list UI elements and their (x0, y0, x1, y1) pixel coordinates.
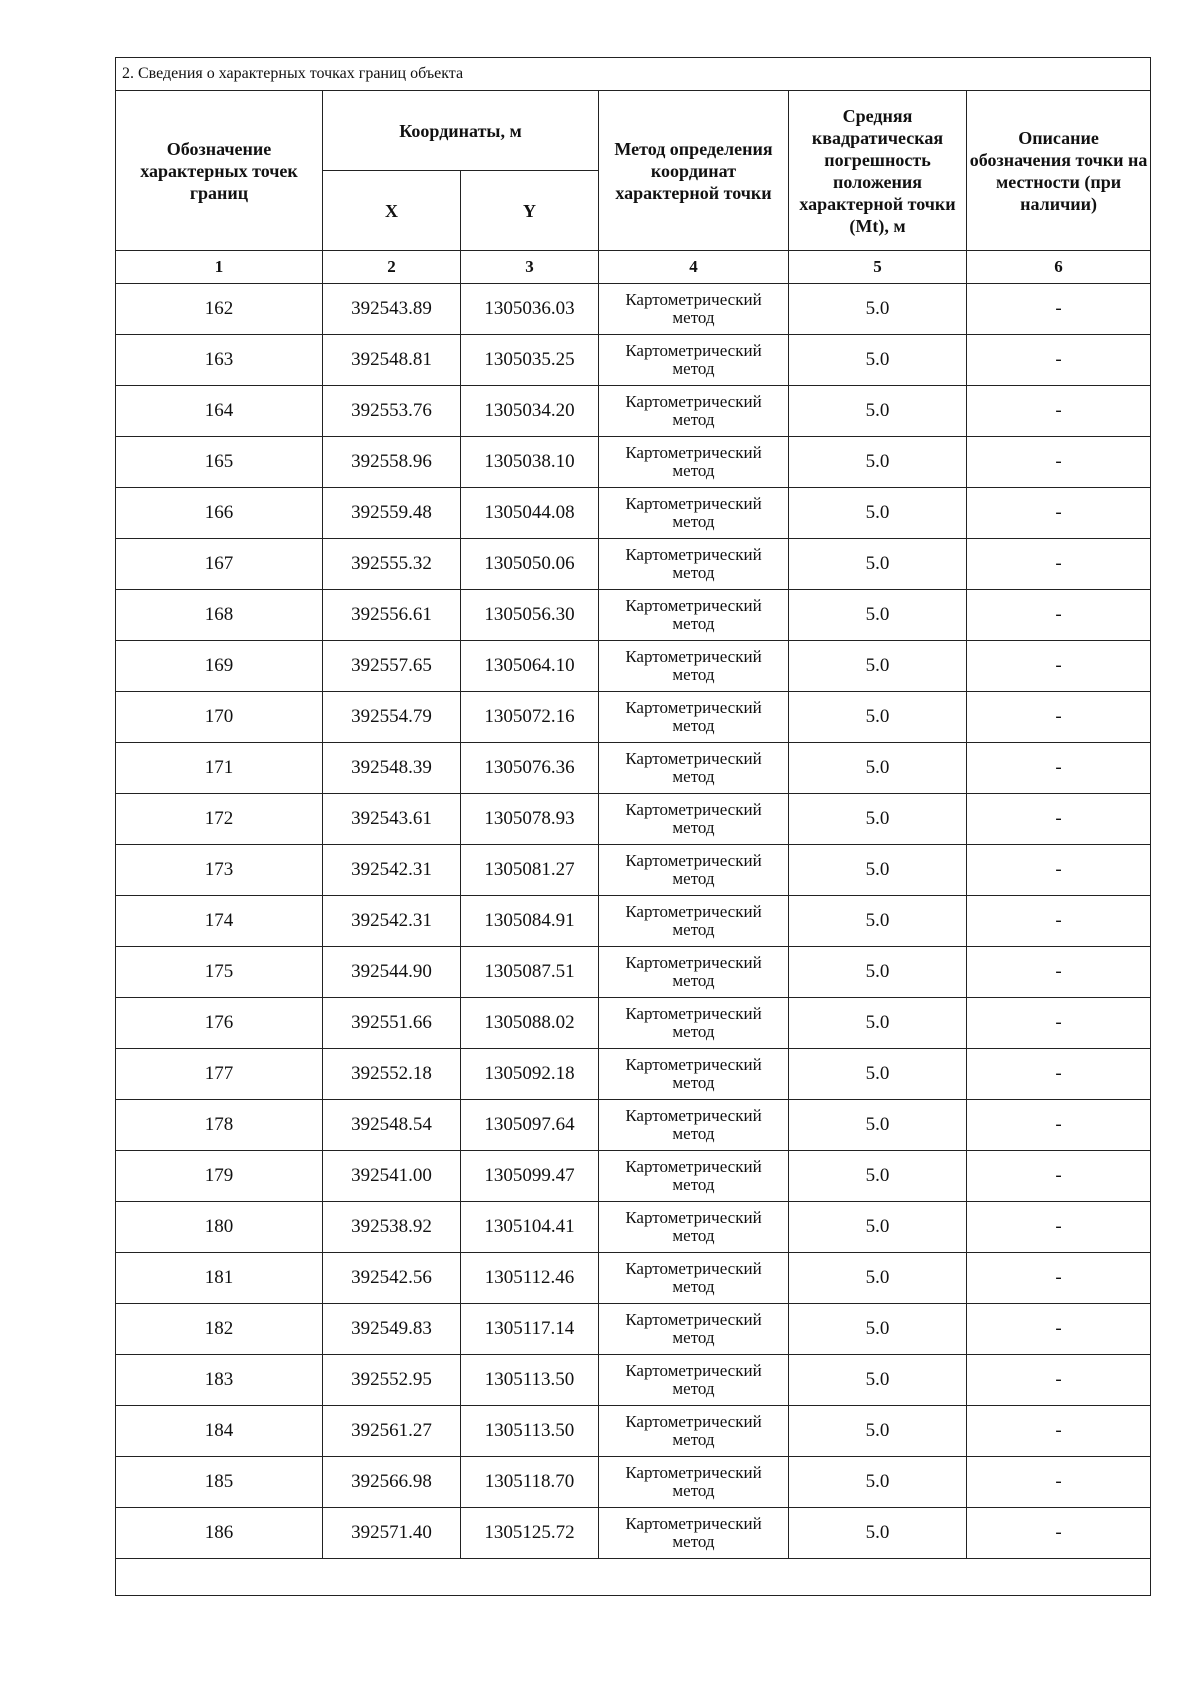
method-line-1: Картометрический (625, 443, 762, 462)
method-cell (599, 1457, 789, 1508)
table-row (116, 539, 1151, 590)
description-cell: - (967, 845, 1151, 896)
x-coordinate-cell: 392543.89 (323, 284, 461, 335)
y-coordinate-cell: 1305117.14 (461, 1304, 599, 1355)
point-number-cell: 164 (116, 386, 323, 437)
x-coordinate-cell: 392557.65 (323, 641, 461, 692)
y-coordinate-cell: 1305044.08 (461, 488, 599, 539)
method-line-2: метод (672, 410, 715, 429)
x-coordinate-cell: 392559.48 (323, 488, 461, 539)
empty-footer-row (116, 1559, 1151, 1596)
method-line-1: Картометрический (625, 1514, 762, 1533)
x-coordinate-cell: 392538.92 (323, 1202, 461, 1253)
mean-square-error-cell: 5.0 (789, 1304, 967, 1355)
empty-cell (116, 1559, 1151, 1596)
header-method: Метод определения координат характерной точки (599, 91, 789, 251)
method-line-1: Картометрический (625, 545, 762, 564)
y-coordinate-cell: 1305035.25 (461, 335, 599, 386)
description-cell: - (967, 335, 1151, 386)
x-coordinate-cell: 392548.39 (323, 743, 461, 794)
method-line-2: метод (672, 1022, 715, 1041)
point-number-cell: 181 (116, 1253, 323, 1304)
description-cell: - (967, 1151, 1151, 1202)
boundary-points-table (115, 57, 1151, 1596)
table-row (116, 845, 1151, 896)
x-coordinate-cell: 392548.54 (323, 1100, 461, 1151)
method-line-1: Картометрический (625, 902, 762, 921)
method-line-1: Картометрический (625, 1412, 762, 1431)
table-row (116, 947, 1151, 998)
method-cell (599, 437, 789, 488)
description-cell: - (967, 1049, 1151, 1100)
mean-square-error-cell: 5.0 (789, 743, 967, 794)
y-coordinate-cell: 1305092.18 (461, 1049, 599, 1100)
method-cell (599, 539, 789, 590)
method-line-2: метод (672, 614, 715, 633)
method-line-1: Картометрический (625, 1055, 762, 1074)
method-cell (599, 845, 789, 896)
y-coordinate-cell: 1305084.91 (461, 896, 599, 947)
table-row (116, 1151, 1151, 1202)
table-body (116, 284, 1151, 1559)
method-cell (599, 335, 789, 386)
header-coordinates: Координаты, м (323, 91, 599, 171)
point-number-cell: 177 (116, 1049, 323, 1100)
method-cell (599, 1355, 789, 1406)
y-coordinate-cell: 1305038.10 (461, 437, 599, 488)
method-line-1: Картометрический (625, 800, 762, 819)
x-coordinate-cell: 392552.18 (323, 1049, 461, 1100)
x-coordinate-cell: 392549.83 (323, 1304, 461, 1355)
column-number: 3 (461, 251, 599, 284)
method-cell (599, 641, 789, 692)
header-point-designation: Обозначение характерных точек границ (116, 91, 323, 251)
method-line-1: Картометрический (625, 953, 762, 972)
mean-square-error-cell: 5.0 (789, 488, 967, 539)
point-number-cell: 169 (116, 641, 323, 692)
method-line-2: метод (672, 665, 715, 684)
method-cell (599, 1049, 789, 1100)
method-line-2: метод (672, 1073, 715, 1092)
method-line-2: метод (672, 716, 715, 735)
table-row (116, 335, 1151, 386)
point-number-cell: 163 (116, 335, 323, 386)
mean-square-error-cell: 5.0 (789, 1202, 967, 1253)
table-row (116, 1253, 1151, 1304)
x-coordinate-cell: 392542.56 (323, 1253, 461, 1304)
header-y: Y (461, 171, 599, 251)
table-row (116, 1457, 1151, 1508)
point-number-cell: 172 (116, 794, 323, 845)
y-coordinate-cell: 1305036.03 (461, 284, 599, 335)
description-cell: - (967, 794, 1151, 845)
table-row (116, 743, 1151, 794)
point-number-cell: 175 (116, 947, 323, 998)
method-line-2: метод (672, 1226, 715, 1245)
method-line-2: метод (672, 512, 715, 531)
mean-square-error-cell: 5.0 (789, 794, 967, 845)
method-line-2: метод (672, 1430, 715, 1449)
header-x: X (323, 171, 461, 251)
method-cell (599, 998, 789, 1049)
point-number-cell: 178 (116, 1100, 323, 1151)
y-coordinate-cell: 1305088.02 (461, 998, 599, 1049)
description-cell: - (967, 590, 1151, 641)
x-coordinate-cell: 392554.79 (323, 692, 461, 743)
point-number-cell: 183 (116, 1355, 323, 1406)
method-cell (599, 488, 789, 539)
y-coordinate-cell: 1305076.36 (461, 743, 599, 794)
method-line-1: Картометрический (625, 647, 762, 666)
method-line-2: метод (672, 1124, 715, 1143)
table-row (116, 1100, 1151, 1151)
y-coordinate-cell: 1305113.50 (461, 1406, 599, 1457)
y-coordinate-cell: 1305056.30 (461, 590, 599, 641)
x-coordinate-cell: 392566.98 (323, 1457, 461, 1508)
mean-square-error-cell: 5.0 (789, 845, 967, 896)
description-cell: - (967, 386, 1151, 437)
description-cell: - (967, 1508, 1151, 1559)
description-cell: - (967, 539, 1151, 590)
method-line-2: метод (672, 920, 715, 939)
method-line-2: метод (672, 971, 715, 990)
method-line-1: Картометрический (625, 1208, 762, 1227)
table-row (116, 284, 1151, 335)
point-number-cell: 168 (116, 590, 323, 641)
method-line-2: метод (672, 1481, 715, 1500)
method-line-1: Картометрический (625, 1361, 762, 1380)
mean-square-error-cell: 5.0 (789, 1406, 967, 1457)
method-line-2: метод (672, 1379, 715, 1398)
method-line-1: Картометрический (625, 290, 762, 309)
x-coordinate-cell: 392542.31 (323, 845, 461, 896)
column-number: 4 (599, 251, 789, 284)
column-number: 6 (967, 251, 1151, 284)
method-line-1: Картометрический (625, 392, 762, 411)
method-cell (599, 1406, 789, 1457)
y-coordinate-cell: 1305078.93 (461, 794, 599, 845)
mean-square-error-cell: 5.0 (789, 386, 967, 437)
mean-square-error-cell: 5.0 (789, 335, 967, 386)
y-coordinate-cell: 1305112.46 (461, 1253, 599, 1304)
table-row (116, 1355, 1151, 1406)
point-number-cell: 174 (116, 896, 323, 947)
mean-square-error-cell: 5.0 (789, 437, 967, 488)
method-cell (599, 284, 789, 335)
point-number-cell: 166 (116, 488, 323, 539)
method-cell (599, 794, 789, 845)
method-line-2: метод (672, 563, 715, 582)
mean-square-error-cell: 5.0 (789, 1100, 967, 1151)
point-number-cell: 184 (116, 1406, 323, 1457)
point-number-cell: 167 (116, 539, 323, 590)
mean-square-error-cell: 5.0 (789, 1355, 967, 1406)
y-coordinate-cell: 1305064.10 (461, 641, 599, 692)
mean-square-error-cell: 5.0 (789, 1457, 967, 1508)
point-number-cell: 185 (116, 1457, 323, 1508)
method-line-1: Картометрический (625, 1004, 762, 1023)
description-cell: - (967, 896, 1151, 947)
document-sheet (115, 57, 1150, 1596)
x-coordinate-cell: 392551.66 (323, 998, 461, 1049)
method-line-1: Картометрический (625, 1106, 762, 1125)
method-cell (599, 1202, 789, 1253)
y-coordinate-cell: 1305081.27 (461, 845, 599, 896)
method-cell (599, 1508, 789, 1559)
method-line-1: Картометрический (625, 749, 762, 768)
method-cell (599, 947, 789, 998)
x-coordinate-cell: 392541.00 (323, 1151, 461, 1202)
x-coordinate-cell: 392555.32 (323, 539, 461, 590)
table-row (116, 437, 1151, 488)
y-coordinate-cell: 1305099.47 (461, 1151, 599, 1202)
table-row (116, 488, 1151, 539)
description-cell: - (967, 692, 1151, 743)
y-coordinate-cell: 1305072.16 (461, 692, 599, 743)
point-number-cell: 176 (116, 998, 323, 1049)
method-line-2: метод (672, 461, 715, 480)
point-number-cell: 165 (116, 437, 323, 488)
point-number-cell: 170 (116, 692, 323, 743)
header-mean-square-error: Средняя квадратическая погрешность положения характерной точки (Mt), м (789, 91, 967, 251)
method-line-1: Картометрический (625, 1463, 762, 1482)
y-coordinate-cell: 1305097.64 (461, 1100, 599, 1151)
table-row (116, 1304, 1151, 1355)
mean-square-error-cell: 5.0 (789, 590, 967, 641)
point-number-cell: 179 (116, 1151, 323, 1202)
column-number: 5 (789, 251, 967, 284)
y-coordinate-cell: 1305087.51 (461, 947, 599, 998)
mean-square-error-cell: 5.0 (789, 1253, 967, 1304)
description-cell: - (967, 1253, 1151, 1304)
table-row (116, 998, 1151, 1049)
method-cell (599, 590, 789, 641)
method-line-1: Картометрический (625, 494, 762, 513)
method-line-2: метод (672, 359, 715, 378)
table-row (116, 590, 1151, 641)
method-line-2: метод (672, 1532, 715, 1551)
y-coordinate-cell: 1305113.50 (461, 1355, 599, 1406)
table-row (116, 641, 1151, 692)
mean-square-error-cell: 5.0 (789, 1049, 967, 1100)
y-coordinate-cell: 1305050.06 (461, 539, 599, 590)
header-description: Описание обозначения точки на местности (при наличии) (967, 91, 1151, 251)
x-coordinate-cell: 392543.61 (323, 794, 461, 845)
method-cell (599, 386, 789, 437)
method-line-1: Картометрический (625, 698, 762, 717)
method-cell (599, 1151, 789, 1202)
x-coordinate-cell: 392556.61 (323, 590, 461, 641)
method-line-2: метод (672, 308, 715, 327)
mean-square-error-cell: 5.0 (789, 284, 967, 335)
column-number: 1 (116, 251, 323, 284)
mean-square-error-cell: 5.0 (789, 692, 967, 743)
method-cell (599, 1100, 789, 1151)
x-coordinate-cell: 392558.96 (323, 437, 461, 488)
column-number-row (116, 251, 1151, 284)
mean-square-error-cell: 5.0 (789, 1508, 967, 1559)
mean-square-error-cell: 5.0 (789, 1151, 967, 1202)
method-line-2: метод (672, 869, 715, 888)
description-cell: - (967, 1100, 1151, 1151)
point-number-cell: 162 (116, 284, 323, 335)
mean-square-error-cell: 5.0 (789, 998, 967, 1049)
section-title: 2. Сведения о характерных точках границ объекта (116, 58, 1151, 91)
x-coordinate-cell: 392553.76 (323, 386, 461, 437)
point-number-cell: 186 (116, 1508, 323, 1559)
table-row (116, 1049, 1151, 1100)
mean-square-error-cell: 5.0 (789, 539, 967, 590)
method-line-2: метод (672, 767, 715, 786)
description-cell: - (967, 1355, 1151, 1406)
y-coordinate-cell: 1305104.41 (461, 1202, 599, 1253)
column-number: 2 (323, 251, 461, 284)
method-line-2: метод (672, 818, 715, 837)
description-cell: - (967, 743, 1151, 794)
description-cell: - (967, 284, 1151, 335)
method-cell (599, 1304, 789, 1355)
description-cell: - (967, 641, 1151, 692)
method-line-1: Картометрический (625, 341, 762, 360)
table-row (116, 896, 1151, 947)
table-row (116, 386, 1151, 437)
table-row (116, 1508, 1151, 1559)
point-number-cell: 180 (116, 1202, 323, 1253)
method-cell (599, 743, 789, 794)
mean-square-error-cell: 5.0 (789, 947, 967, 998)
x-coordinate-cell: 392561.27 (323, 1406, 461, 1457)
point-number-cell: 171 (116, 743, 323, 794)
method-line-1: Картометрический (625, 596, 762, 615)
x-coordinate-cell: 392571.40 (323, 1508, 461, 1559)
x-coordinate-cell: 392542.31 (323, 896, 461, 947)
x-coordinate-cell: 392544.90 (323, 947, 461, 998)
method-line-1: Картометрический (625, 1157, 762, 1176)
description-cell: - (967, 947, 1151, 998)
description-cell: - (967, 437, 1151, 488)
y-coordinate-cell: 1305125.72 (461, 1508, 599, 1559)
method-line-2: метод (672, 1277, 715, 1296)
table-header (116, 58, 1151, 284)
description-cell: - (967, 1202, 1151, 1253)
method-cell (599, 896, 789, 947)
method-cell (599, 692, 789, 743)
description-cell: - (967, 998, 1151, 1049)
description-cell: - (967, 1304, 1151, 1355)
mean-square-error-cell: 5.0 (789, 641, 967, 692)
description-cell: - (967, 1457, 1151, 1508)
y-coordinate-cell: 1305118.70 (461, 1457, 599, 1508)
table-row (116, 1406, 1151, 1457)
x-coordinate-cell: 392548.81 (323, 335, 461, 386)
description-cell: - (967, 1406, 1151, 1457)
table-row (116, 692, 1151, 743)
table-row (116, 794, 1151, 845)
method-line-1: Картометрический (625, 1310, 762, 1329)
point-number-cell: 173 (116, 845, 323, 896)
table-row (116, 1202, 1151, 1253)
point-number-cell: 182 (116, 1304, 323, 1355)
x-coordinate-cell: 392552.95 (323, 1355, 461, 1406)
mean-square-error-cell: 5.0 (789, 896, 967, 947)
method-cell (599, 1253, 789, 1304)
method-line-2: метод (672, 1175, 715, 1194)
method-line-1: Картометрический (625, 851, 762, 870)
description-cell: - (967, 488, 1151, 539)
y-coordinate-cell: 1305034.20 (461, 386, 599, 437)
method-line-2: метод (672, 1328, 715, 1347)
method-line-1: Картометрический (625, 1259, 762, 1278)
